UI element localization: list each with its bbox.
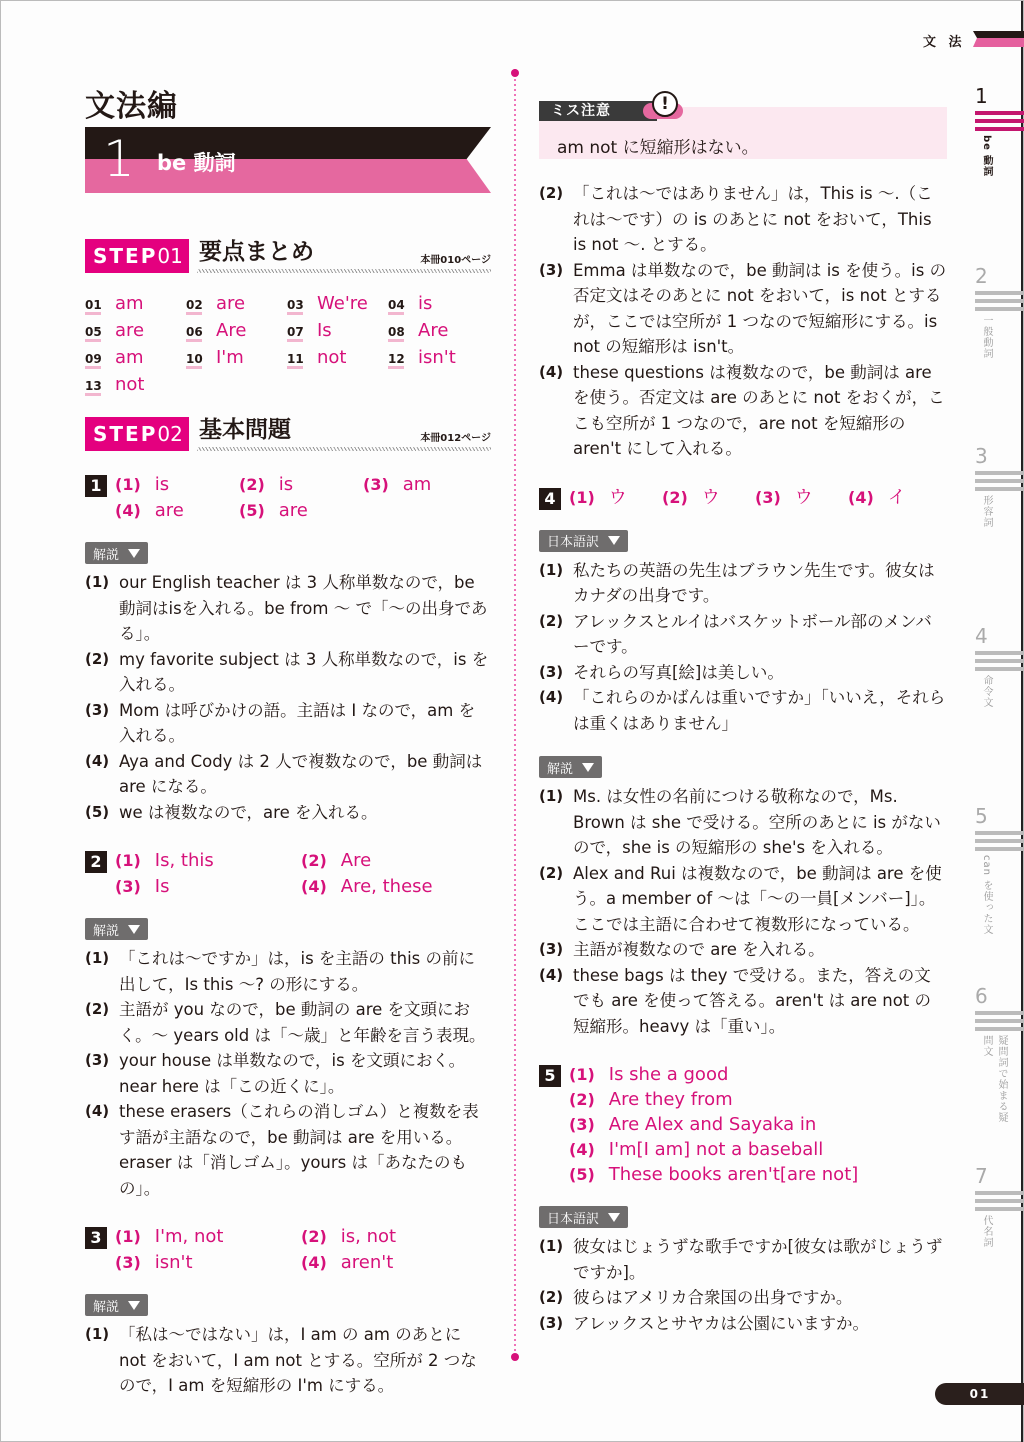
index-tab-5[interactable]: 5 can を使った文 [975, 805, 1024, 935]
question-5-answers [539, 1063, 947, 1186]
explanation-item: (4) these bags は they で受ける。また，答えの文でも are を使って答える。aren't は are not の短縮形。heavy は「重い」。 [539, 965, 932, 1036]
answer: (4) Are, these [301, 876, 433, 897]
question-number: 2 [85, 851, 107, 873]
triangle-down-icon [582, 763, 594, 772]
summary-item: 09 am [85, 347, 144, 368]
page-reference: 本冊012ページ [420, 433, 491, 444]
unit-title: be 動詞 [157, 151, 236, 175]
explanation-item: (3) Mom は呼びかけの語。主語は I なので，am を入れる。 [85, 700, 476, 745]
index-tab-3[interactable]: 3 形容詞 [975, 445, 1024, 528]
translation-item: (3) アレックスとサヤカは公園にいますか。 [539, 1313, 870, 1333]
translation-item: (2) 彼らはアメリカ合衆国の出身ですか。 [539, 1288, 853, 1307]
triangle-down-icon [608, 536, 620, 545]
answer: (3) am [363, 474, 432, 495]
explanation-item: (2) my favorite subject は 3 人称単数なので，is を入れる。 [85, 649, 489, 694]
answer: (3) Is [115, 876, 170, 897]
question-number: 3 [85, 1227, 107, 1249]
explanation-item: (4) Aya and Cody は 2 人で複数なので，be 動詞は are になる。 [85, 751, 483, 796]
answer: (1) ウ [569, 486, 627, 508]
question-number: 4 [539, 488, 561, 510]
explanation-list-continued [539, 181, 947, 462]
explanation-item: (1) Ms. は女性の名前につける敬称なので，Ms. Brown は she で受ける。空所のあとに is がないので，she is の短縮形の she's を入れる。 [539, 787, 941, 857]
explanation-list [85, 570, 491, 825]
column-divider [514, 69, 516, 1359]
triangle-down-icon [128, 1301, 140, 1310]
exclamation-icon: ! [643, 91, 683, 119]
question-number: 1 [85, 475, 107, 497]
answer: (4) イ [848, 486, 906, 508]
triangle-down-icon [608, 1213, 620, 1222]
caution-label: ミス注意 [539, 101, 657, 121]
explanation-item: (4) these erasers（これらの消しゴム）と複数を表す語が主語なので，be 動詞は are を用いる。eraser は「消しゴム」。yours は「あなたのもの」。 [85, 1102, 479, 1198]
answer: (2) ウ [662, 486, 720, 508]
translation-list [539, 558, 947, 737]
answer: (1) is [115, 474, 170, 495]
answer: (2) is [239, 474, 294, 495]
translation-item: (4) 「これらのかばんは重いですか」「いいえ，それらは重くはありません」 [539, 688, 946, 733]
summary-item: 05 are [85, 320, 145, 341]
translation-label: 日本語訳 [539, 530, 628, 552]
explanation-label: 解説 [85, 918, 148, 940]
answer: (2) Are [301, 850, 372, 871]
summary-item: 02 are [186, 293, 246, 314]
explanation-list [539, 784, 947, 1039]
answer: (4) aren't [301, 1252, 394, 1273]
triangle-down-icon [128, 925, 140, 934]
answer: (4) I'm[I am] not a baseball [569, 1139, 824, 1160]
step01-header [85, 237, 491, 273]
question-1-answers [85, 473, 491, 522]
hatch-divider [197, 447, 491, 451]
translation-item: (1) 彼女はじょうずな歌手ですか[彼女は歌がじょうずですか]。 [539, 1237, 943, 1282]
answer: (4) are [115, 500, 184, 521]
page-number: 01 [935, 1383, 1024, 1405]
summary-item: 03 We're [287, 293, 368, 314]
unit-number: 1 [103, 130, 135, 188]
explanation-item: (3) your house は単数なので，is を文頭におく。near here は「この近くに」。 [85, 1051, 466, 1096]
answer: (1) Is, this [115, 850, 214, 871]
question-2-answers [85, 849, 491, 898]
step-heading: 基本問題 [199, 417, 291, 443]
step-badge: STEP01 [85, 239, 189, 273]
explanation-item: (5) we は複数なので，are を入れる。 [85, 802, 378, 822]
explanation-label: 解説 [85, 542, 148, 564]
explanation-item: (1) 「私は～ではない」は，I am の am のあとに not をおいて，I am not とする。空所が 2 つなので，I am を短縮形の I'm にする。 [85, 1325, 477, 1395]
summary-item: 04 is [388, 293, 433, 314]
step-badge: STEP02 [85, 417, 189, 451]
right-column [539, 89, 947, 1336]
translation-list [539, 1234, 947, 1336]
left-column [85, 81, 491, 1399]
index-tab-6[interactable]: 6 疑問詞で始まる疑問文 [975, 985, 1024, 1125]
answer: (1) I'm, not [115, 1226, 224, 1247]
summary-item: 01 am [85, 293, 144, 314]
summary-item: 06 Are [186, 320, 247, 341]
index-tab-2[interactable]: 2 一般動詞 [975, 265, 1024, 359]
question-3-answers [85, 1225, 491, 1274]
translation-item: (2) アレックスとルイはバスケットボール部のメンバーです。 [539, 611, 932, 656]
summary-answers [85, 293, 491, 399]
translation-item: (3) それらの写真[絵]は美しい。 [539, 662, 784, 682]
page-reference: 本冊010ページ [420, 255, 491, 266]
part-title: 文法編 [85, 89, 178, 124]
answer: (5) These books aren't[are not] [569, 1164, 859, 1185]
translation-label: 日本語訳 [539, 1206, 628, 1228]
answer: (3) Are Alex and Sayaka in [569, 1114, 817, 1135]
explanation-item: (4) these questions は複数なので，be 動詞は are を使う。否定文は are のあとに not をおくが，ここも空所が 1 つなので，are not を短縮形の aren't にして入れる。 [539, 362, 945, 458]
explanation-item: (3) 主語が複数なので are を入れる。 [539, 940, 825, 959]
answer: (3) ウ [755, 486, 813, 508]
explanation-list [85, 946, 491, 1201]
answer: (2) is, not [301, 1226, 397, 1247]
summary-item: 08 Are [388, 320, 449, 341]
question-4-answers [539, 486, 947, 510]
summary-item: 07 Is [287, 320, 332, 341]
answer: (1) Is she a good [569, 1064, 729, 1085]
summary-item: 11 not [287, 347, 347, 368]
divider-dot-bottom [511, 1353, 519, 1361]
summary-item: 10 I'm [186, 347, 244, 368]
explanation-item: (2) 「これは～ではありません」は，This is ～.（これは～です）の is のあとに not をおいて，This is not ～. とする。 [539, 184, 933, 254]
summary-item: 12 isn't [388, 347, 456, 368]
answer: (2) Are they from [569, 1089, 733, 1110]
index-tab-1[interactable]: 1 be 動詞 [975, 85, 1024, 177]
explanation-item: (1) our English teacher は 3 人称単数なので，be 動詞はisを入れる。be from ～ で「～の出身である」。 [85, 573, 488, 643]
triangle-down-icon [128, 549, 140, 558]
explanation-list [85, 1322, 491, 1399]
hatch-divider [197, 269, 491, 273]
section-label: 文 法 [923, 35, 966, 50]
answer: (3) isn't [115, 1252, 193, 1273]
summary-item: 13 not [85, 374, 145, 395]
explanation-item: (2) Alex and Rui は複数なので，be 動詞は are を使う。a member of ～は「～の一員[メンバー]」。ここでは主語に合わせて複数形になっている。 [539, 863, 942, 934]
step02-header [85, 415, 491, 451]
index-tab-4[interactable]: 4 命令文 [975, 625, 1024, 708]
caution-text: am not に短縮形はない。 [557, 138, 759, 158]
explanation-item: (1) 「これは～ですか」は，is を主語の this の前に出して，Is this ～? の形にする。 [85, 949, 476, 994]
question-number: 5 [539, 1065, 561, 1087]
index-tab-7[interactable]: 7 代名詞 [975, 1165, 1024, 1248]
explanation-item: (2) 主語が you なので，be 動詞の are を文頭におく。～ years old は「～歳」と年齢を言う表現。 [85, 1000, 486, 1045]
unit-banner [85, 127, 491, 193]
translation-item: (1) 私たちの英語の先生はブラウン先生です。彼女はカナダの出身です。 [539, 560, 935, 605]
divider-dot-top [511, 69, 519, 77]
explanation-label: 解説 [85, 1294, 148, 1316]
explanation-label: 解説 [539, 756, 602, 778]
caution-box [539, 89, 947, 158]
step-heading: 要点まとめ [199, 239, 314, 265]
section-ribbon [973, 31, 1024, 47]
explanation-item: (3) Emma は単数なので，be 動詞は is を使う。is の否定文はそのあとに not をおいて，is not とするが，ここでは空所が 1 つなので短縮形にする。is not の短縮形は isn't。 [539, 260, 947, 356]
answer: (5) are [239, 500, 308, 521]
